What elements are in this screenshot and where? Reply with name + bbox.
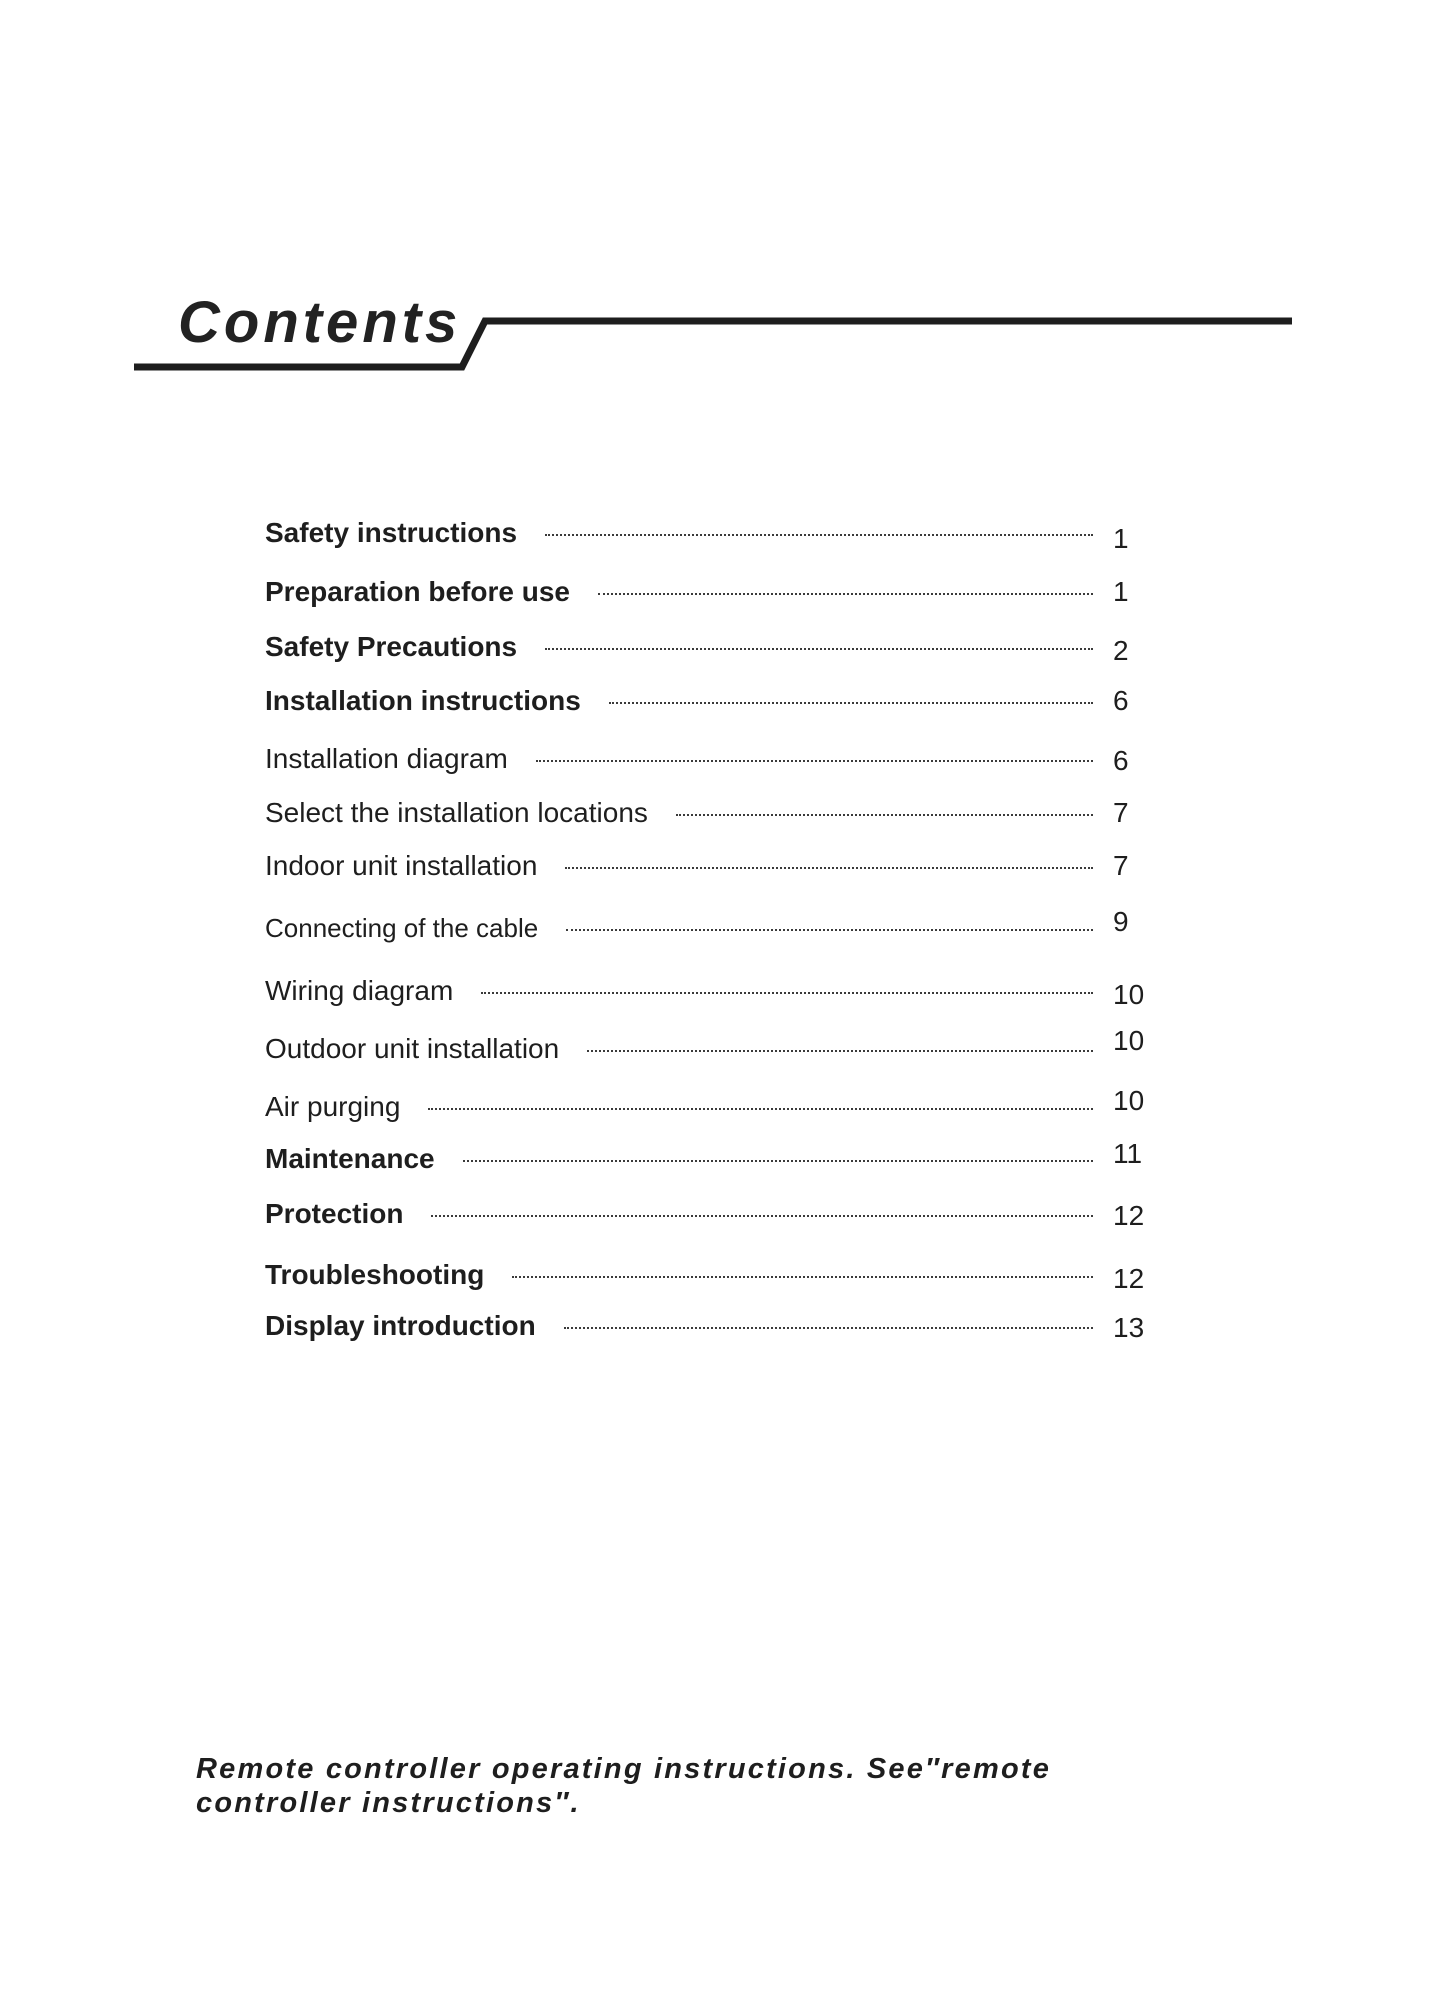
toc-entry-title: Installation instructions [265,685,581,716]
toc-entry-title: Display introduction [265,1310,536,1341]
toc-entry-title: Connecting of the cable [265,912,539,943]
footer-note: Remote controller operating instructions. See″remote controller instructions″. [196,1753,1052,1819]
page-title: Contents [178,290,462,355]
toc-entry-page-number: 10 [1113,1025,1145,1056]
toc-entry [265,1306,1155,1346]
toc-entry-title: Air purging [265,1091,401,1122]
toc-entry-page-number: 7 [1113,850,1129,881]
toc-leader-dots [512,1276,1093,1278]
toc-leader-dots [536,760,1093,762]
toc-entry-title: Outdoor unit installation [265,1033,560,1064]
toc-leader-dots [428,1108,1093,1110]
toc-entry [265,1255,1155,1295]
toc-entry-page-number: 6 [1113,745,1129,776]
toc-entry [265,846,1155,886]
toc-leader-dots [565,867,1093,869]
toc-entry-title: Protection [265,1198,404,1229]
toc-entry-title: Select the installation locations [265,797,648,828]
toc-leader-dots [545,534,1093,536]
toc-entry [265,627,1155,667]
toc-entry [265,681,1155,721]
toc-entry [265,739,1155,779]
toc-entry [265,908,1155,948]
toc-leader-dots [609,702,1093,704]
toc-leader-dots [598,593,1093,595]
toc-entry-page-number: 1 [1113,523,1129,554]
toc-entry-title: Installation diagram [265,743,508,774]
toc-entry-page-number: 10 [1113,1085,1145,1116]
toc-leader-dots [481,992,1093,994]
toc-entry-page-number: 10 [1113,979,1145,1010]
toc-entry-title: Maintenance [265,1143,435,1174]
toc-entry [265,971,1155,1011]
toc-entry-title: Wiring diagram [265,975,454,1006]
toc-entry-title: Preparation before use [265,576,570,607]
toc-entry-page-number: 1 [1113,576,1129,607]
toc-entry [265,1025,1155,1069]
toc-entry [265,1139,1155,1179]
toc-leader-dots [587,1050,1093,1052]
toc-entry-page-number: 6 [1113,685,1129,716]
toc-entry-title: Indoor unit installation [265,850,538,881]
toc-entry-page-number: 7 [1113,797,1129,828]
toc-entry-page-number: 9 [1113,906,1129,937]
toc-entry-title: Safety instructions [265,517,518,548]
toc-entry [265,513,1155,553]
toc-entry-title: Troubleshooting [265,1259,485,1290]
toc-leader-dots [545,648,1093,650]
toc-entry-page-number: 2 [1113,635,1129,666]
toc-entry-page-number: 12 [1113,1200,1145,1231]
toc-entry-title: Safety Precautions [265,631,518,662]
toc-leader-dots [431,1215,1093,1217]
toc-entry [265,1194,1155,1234]
toc-entry [265,793,1155,833]
toc-leader-dots [676,814,1093,816]
toc-entry [265,572,1155,612]
toc-leader-dots [564,1327,1093,1329]
toc-entry-page-number: 12 [1113,1263,1145,1294]
toc-entry-page-number: 13 [1113,1312,1145,1343]
toc-entry [265,1087,1155,1127]
toc-leader-dots [566,929,1093,931]
toc-entry-page-number: 11 [1113,1138,1143,1169]
toc-leader-dots [463,1160,1093,1162]
